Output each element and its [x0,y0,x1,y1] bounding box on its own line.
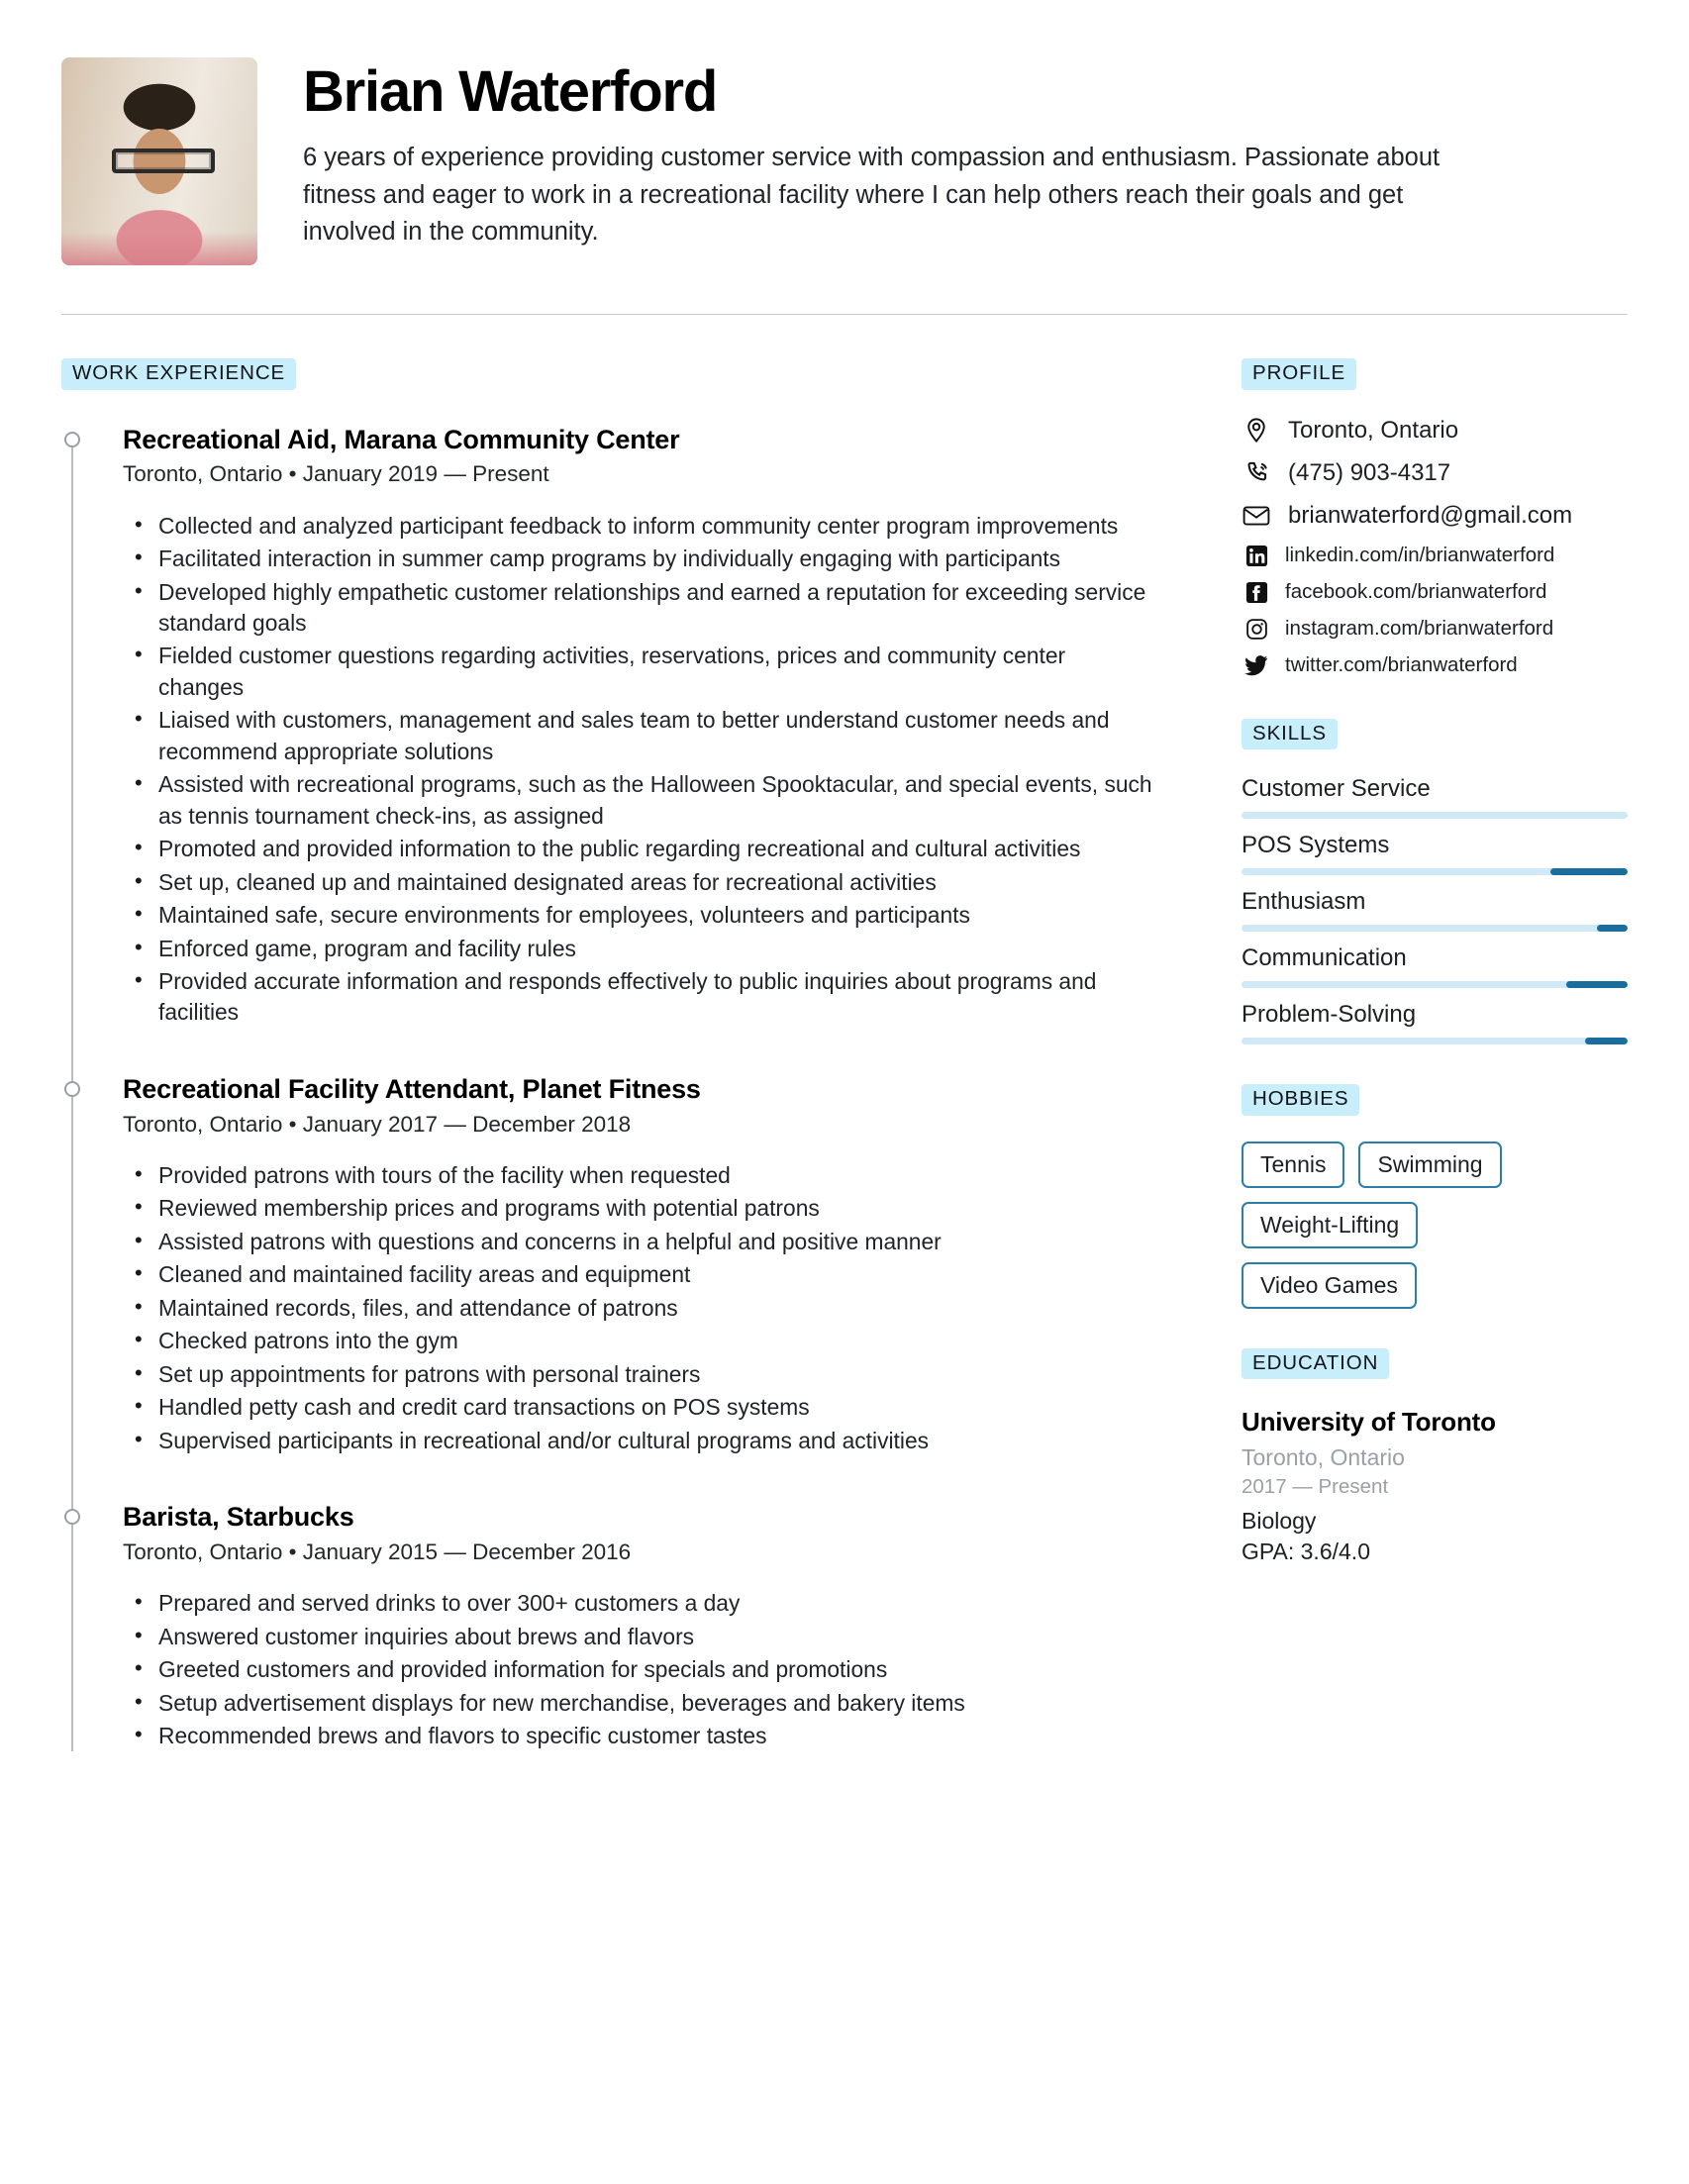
contact-facebook: facebook.com/brianwaterford [1285,580,1547,604]
contact-linkedin: linkedin.com/in/brianwaterford [1285,544,1555,567]
job-bullet: • Fielded customer questions regarding activities, reservations, prices and community center changes [123,641,1152,703]
job-bullet: • Assisted patrons with questions and concerns in a helpful and positive manner [123,1227,1152,1257]
job-bullet: • Liaised with customers, management and sales team to better understand customer needs and recommend appropriate solutions [123,705,1152,767]
hobby-tag: Video Games [1242,1262,1417,1309]
job-bullet: • Assisted with recreational programs, such as the Halloween Spooktacular, and special events, such as tennis tournament check-ins, as assigned [123,769,1152,832]
contact-phone: (475) 903-4317 [1288,458,1451,486]
skill-name: POS Systems [1242,832,1390,858]
job-bullet: • Handled petty cash and credit card transactions on POS systems [123,1392,1152,1423]
contact-row-facebook[interactable] [1243,580,1628,606]
section-heading-hobbies: HOBBIES [1242,1084,1359,1116]
skill-item [1242,832,1628,875]
job-title: Recreational Facility Attendant, Planet Fitness [123,1073,701,1104]
job-bullet-list [123,1160,1202,1456]
skill-bar [1242,812,1628,819]
skill-item [1242,775,1628,819]
skills-section [1242,719,1628,1045]
job-bullet: • Set up, cleaned up and maintained designated areas for recreational activities [123,867,1152,898]
job-bullet: • Cleaned and maintained facility areas and equipment [123,1259,1152,1290]
section-heading-work-experience: WORK EXPERIENCE [61,358,296,390]
job-bullet: • Recommended brews and flavors to specific customer tastes [123,1721,1152,1751]
skill-bar [1242,981,1628,988]
education-major: Biology [1242,1508,1317,1535]
contact-location: Toronto, Ontario [1288,416,1459,444]
timeline-dot-icon [64,1509,80,1525]
skill-name: Customer Service [1242,775,1431,802]
skill-name: Problem-Solving [1242,1001,1417,1028]
job-bullet-list [123,511,1202,1029]
job-bullet: • Set up appointments for patrons with personal trainers [123,1359,1152,1390]
education-years: 2017 — Present [1242,1475,1389,1499]
education-school: University of Toronto [1242,1407,1496,1438]
contact-row-location [1242,416,1628,446]
job-meta: Toronto, Ontario • January 2015 — December 2016 [123,1539,632,1564]
contact-row-phone[interactable] [1242,458,1628,488]
skill-bar-fill [1585,1038,1628,1044]
section-heading-skills: SKILLS [1242,719,1338,750]
job-bullet: • Maintained safe, secure environments for employees, volunteers and participants [123,900,1152,931]
job-bullet: • Reviewed membership prices and programs with potential patrons [123,1193,1152,1224]
job-bullet: • Answered customer inquiries about brews and flavors [123,1622,1152,1652]
section-heading-education: EDUCATION [1242,1348,1389,1380]
hobby-tag: Weight-Lifting [1242,1202,1418,1248]
job-meta: Toronto, Ontario • January 2017 — December 2018 [123,1111,632,1137]
education-location: Toronto, Ontario [1242,1444,1405,1471]
skill-bar [1242,868,1628,875]
contact-email: brianwaterford@gmail.com [1288,501,1573,529]
job-bullet: • Supervised participants in recreational and/or cultural programs and activities [123,1426,1152,1456]
education-entry [1242,1407,1628,1565]
job-bullet: • Enforced game, program and facility rules [123,934,1152,964]
skills-list [1242,775,1628,1044]
job-meta: Toronto, Ontario • January 2019 — Present [123,461,549,487]
resume-body [61,315,1628,1753]
skill-bar-fill [1566,981,1628,988]
profile-section [1242,358,1628,679]
contact-row-linkedin[interactable] [1243,544,1628,569]
contact-twitter: twitter.com/brianwaterford [1285,653,1518,677]
skill-bar-fill [1550,868,1628,875]
location-pin-icon [1242,416,1271,446]
resume-header [61,40,1628,265]
job-bullet: • Setup advertisement displays for new merchandise, beverages and bakery items [123,1688,1152,1719]
header-text-block [303,57,1628,251]
contact-row-instagram[interactable] [1243,617,1628,643]
contact-row-email[interactable] [1242,501,1628,531]
job-bullet: • Collected and analyzed participant feedback to inform community center program improvements [123,511,1152,542]
skill-item [1242,944,1628,988]
contact-instagram: instagram.com/brianwaterford [1285,617,1554,641]
phone-icon [1242,458,1271,488]
job-bullet: • Checked patrons into the gym [123,1326,1152,1356]
timeline-dot-icon [64,432,80,447]
job-bullet: • Facilitated interaction in summer camp programs by individually engaging with participants [123,544,1152,574]
section-heading-profile: PROFILE [1242,358,1356,390]
professional-summary: 6 years of experience providing customer service with compassion and enthusiasm. Passionate about fitness and eager to work in a recreational facility where I can help others reach their goals and get involved in the community. [303,144,1441,247]
skill-bar [1242,1038,1628,1044]
page-title: Brian Waterford [303,59,718,124]
job-bullet-list [123,1588,1202,1751]
job-bullet: • Prepared and served drinks to over 300+ customers a day [123,1588,1152,1619]
job-entry [61,1074,1202,1456]
hobbies-section [1242,1084,1628,1309]
avatar [61,57,257,265]
timeline-dot-icon [64,1081,80,1097]
education-gpa: GPA: 3.6/4.0 [1242,1539,1370,1565]
job-entry [61,425,1202,1029]
skill-name: Enthusiasm [1242,888,1366,915]
work-timeline [61,425,1202,1752]
skill-bar-fill [1597,925,1628,932]
education-section [1242,1348,1628,1566]
skill-bar [1242,925,1628,932]
hobbies-list [1242,1142,1539,1309]
envelope-icon [1242,501,1271,531]
instagram-icon [1243,617,1269,643]
twitter-icon [1243,653,1269,679]
job-bullet: • Maintained records, files, and attendance of patrons [123,1293,1152,1324]
job-bullet: • Provided accurate information and responds effectively to public inquiries about programs and facilities [123,966,1152,1029]
job-title: Barista, Starbucks [123,1502,354,1533]
sidebar-column [1226,358,1628,1753]
job-bullet: • Provided patrons with tours of the facility when requested [123,1160,1152,1191]
job-title: Recreational Aid, Marana Community Center [123,424,680,454]
job-entry [61,1502,1202,1751]
facebook-icon [1243,580,1269,606]
linkedin-icon [1243,544,1269,569]
skill-item [1242,888,1628,932]
contact-row-twitter[interactable] [1243,653,1628,679]
job-bullet: • Promoted and provided information to the public regarding recreational and cultural activities [123,834,1152,864]
job-bullet: • Greeted customers and provided information for specials and promotions [123,1654,1152,1685]
hobby-tag: Tennis [1242,1142,1344,1188]
job-bullet: • Developed highly empathetic customer relationships and earned a reputation for exceeding service standard goals [123,577,1152,640]
contact-list [1242,416,1628,679]
hobby-tag: Swimming [1358,1142,1501,1188]
main-column [61,358,1202,1753]
skill-item [1242,1001,1628,1044]
skill-name: Communication [1242,944,1407,971]
